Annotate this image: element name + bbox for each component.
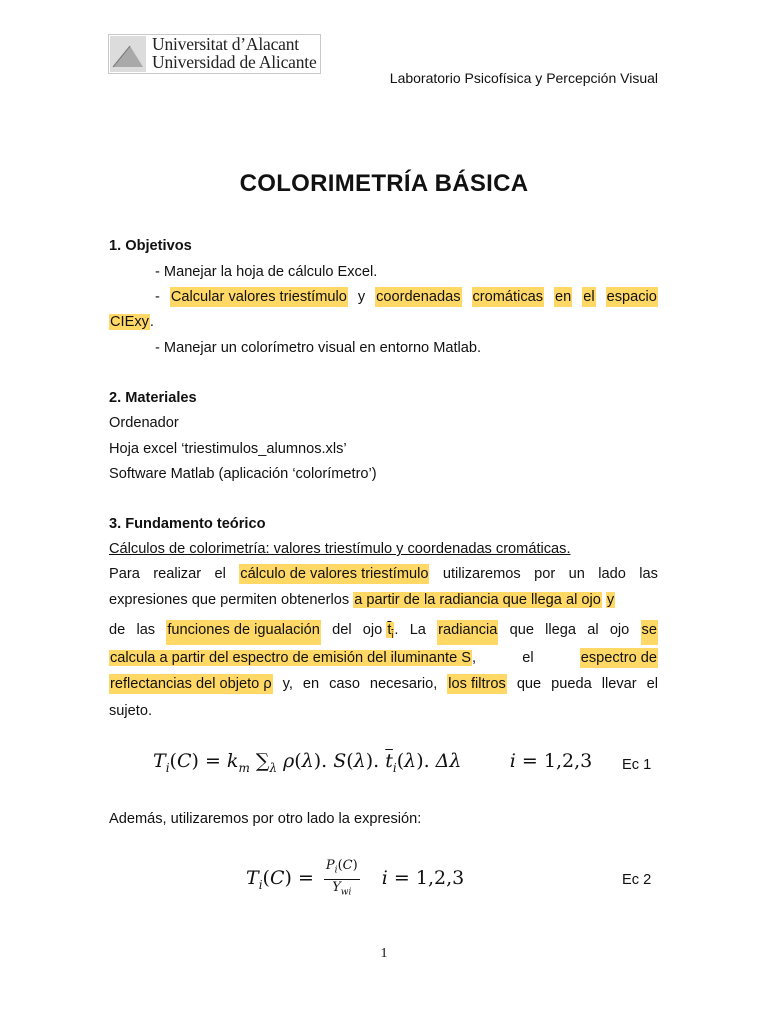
logo-line-2: Universidad de Alicante: [152, 51, 317, 72]
page-number: 1: [380, 946, 388, 961]
highlight-text: cromáticas: [472, 289, 544, 305]
text: en: [302, 676, 320, 692]
highlight-text: funciones de igualación: [166, 620, 321, 645]
text: un: [568, 566, 585, 582]
section-heading-objetivos: 1. Objetivos: [109, 238, 192, 254]
text-with-symbol: [363, 620, 399, 645]
text: pueda: [551, 676, 592, 692]
subsection-heading: Cálculos de colorimetría: valores triestímulo y coordenadas cromáticas.: [109, 541, 571, 557]
text: las: [136, 622, 156, 638]
objetivo-item-2: [155, 287, 658, 307]
lab-name: Laboratorio Psicofísica y Percepción Visual: [389, 70, 658, 86]
text: necesario,: [369, 676, 438, 692]
paragraph-line-1: [109, 564, 658, 584]
material-item-1: Ordenador: [109, 415, 179, 431]
paragraph-line-4: [109, 648, 658, 668]
highlight-text: Calcular valores triestímulo: [170, 289, 347, 305]
university-logo: [108, 34, 321, 74]
text: el: [522, 650, 534, 666]
text: las: [639, 566, 658, 582]
section-heading-materiales: 2. Materiales: [109, 390, 197, 406]
objetivo-item-2-continued: [109, 312, 154, 332]
text: Para: [109, 566, 140, 582]
text: y,: [282, 676, 293, 692]
text: del: [332, 622, 352, 638]
highlight-text: radiancia: [437, 620, 498, 645]
text: expresiones que permiten obtenerlos: [109, 592, 350, 608]
highlight-text: el: [583, 289, 595, 305]
document-title: COLORIMETRÍA BÁSICA: [239, 170, 529, 197]
text: .: [394, 622, 399, 638]
highlight-text: en: [555, 289, 572, 305]
material-item-2: Hoja excel ‘triestimulos_alumnos.xls’: [109, 441, 347, 457]
text: llega: [545, 622, 577, 638]
text: La: [409, 622, 426, 638]
text: y: [357, 289, 366, 305]
text: ,: [471, 650, 477, 666]
text: por: [534, 566, 556, 582]
text: t: [387, 622, 392, 638]
text: ojo: [362, 622, 383, 638]
text: ojo: [609, 622, 630, 638]
equation-2: $T_i(C)$ = $\frac{P_i(C)}{Y_{wi}}$ i = 1,2,3: [246, 858, 464, 900]
equation-1-label: Ec 1: [622, 757, 652, 773]
highlight-text: a partir de la radiancia que llega al ojo: [354, 592, 601, 608]
text: que: [509, 622, 534, 638]
highlight-text: se: [641, 620, 658, 645]
highlight-text: los filtros: [448, 676, 506, 692]
highlight-text: calcula a partir del espectro de emisión del iluminante S: [110, 650, 471, 666]
paragraph-line-3: [109, 620, 658, 645]
text: realizar: [153, 566, 202, 582]
text: utilizaremos: [442, 566, 521, 582]
text-group: [109, 648, 476, 668]
paragraph-line-5: [109, 674, 658, 694]
text: .: [149, 314, 154, 330]
text: de: [109, 622, 126, 638]
fraction: $\frac{P_i(C)}{Y_{wi}}$: [325, 858, 358, 898]
highlight-text: espacio: [606, 289, 657, 305]
highlight-text: CIExy: [110, 314, 149, 330]
text: el: [214, 566, 226, 582]
text: que: [516, 676, 542, 692]
dash: -: [155, 289, 160, 305]
text: llevar: [601, 676, 637, 692]
objetivo-item-1: - Manejar la hoja de cálculo Excel.: [155, 264, 378, 280]
logo-line-1: Universitat d’Alacant: [152, 34, 299, 54]
objetivo-item-3: - Manejar un colorímetro visual en entorno Matlab.: [155, 340, 482, 356]
text: al: [587, 622, 599, 638]
material-item-3: Software Matlab (aplicación ‘colorímetro’): [109, 466, 377, 482]
paragraph-between-equations: Además, utilizaremos por otro lado la expresión:: [109, 811, 422, 827]
highlight-text: coordenadas: [376, 289, 461, 305]
paragraph-line-6: sujeto.: [109, 703, 152, 719]
paragraph-line-2: [109, 590, 615, 610]
highlight-text: reflectancias del objeto ρ: [110, 676, 272, 692]
highlight-text: y: [606, 592, 615, 608]
section-heading-fundamento: 3. Fundamento teórico: [109, 516, 266, 532]
text: i: [391, 629, 394, 640]
text: caso: [329, 676, 360, 692]
text: lado: [598, 566, 626, 582]
highlight-text: cálculo de valores triestímulo: [240, 566, 429, 582]
highlight-text: espectro de: [580, 650, 657, 666]
text: el: [646, 676, 658, 692]
university-emblem-icon: [110, 36, 146, 72]
equation-2-label: Ec 2: [622, 872, 652, 888]
equation-1: $T_i(C) = k_m$ $\sum_\lambda$ ρ(λ). S(λ). $\overline{t}_i(\lambda)$. Δλ i = 1,2,3: [153, 750, 593, 775]
